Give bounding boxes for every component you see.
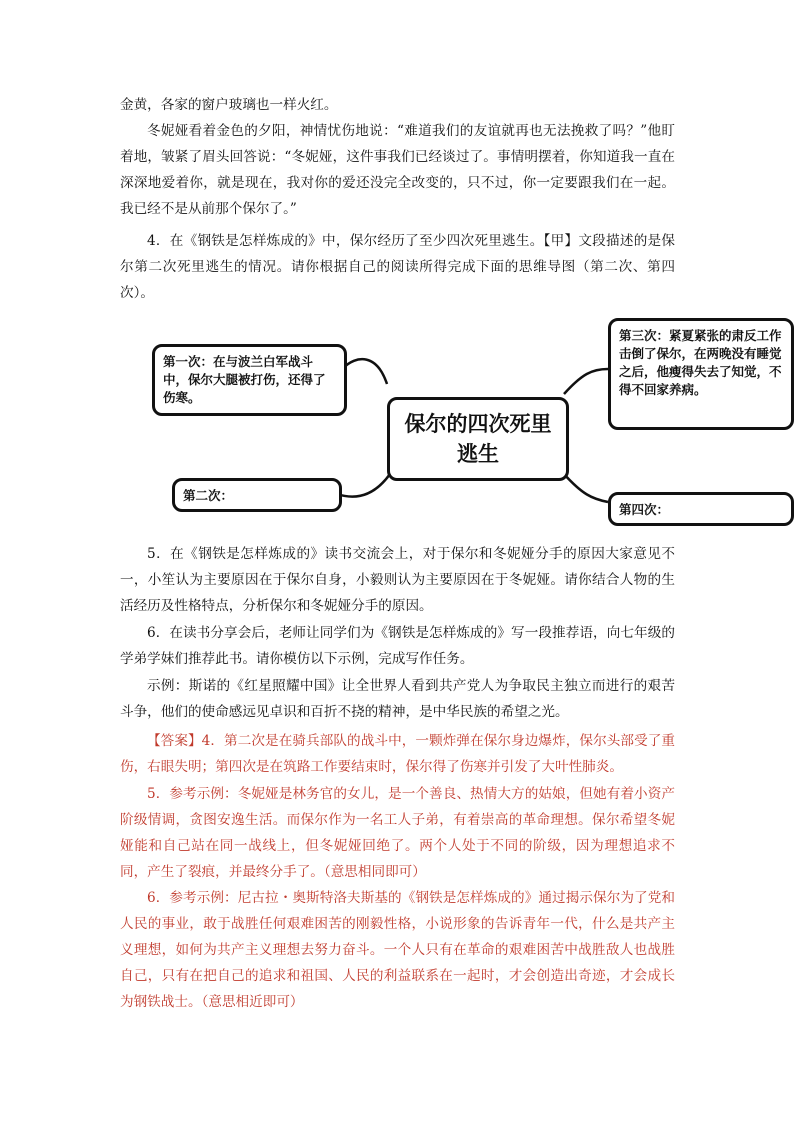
question-6: 6．在读书分享会后，老师让同学们为《钢铁是怎样炼成的》写一段推荐语，向七年级的学弟学妹们推荐此书。请你模仿以下示例，完成写作任务。 [120, 625, 675, 667]
paragraph-continuation: 金黄，各家的窗户玻璃也一样火红。 [120, 97, 338, 113]
paragraph-dialogue: 冬妮娅看着金色的夕阳，神情忧伤地说：“难道我们的友谊就再也无法挽救了吗？”他盯着地，皱紧了眉头回答说：“冬妮娅，这件事我们已经谈过了。事情明摆着，你知道我一直在深深地爱着你，就是现在，我对你的爱还没完全改变的，只不过，你一定要跟我们在一起。我已经不是从前那个保尔了。” [120, 123, 675, 217]
answer-6: 6．参考示例：尼古拉・奥斯特洛夫斯基的《钢铁是怎样炼成的》通过揭示保尔为了党和人民的事业，敢于战胜任何艰难困苦的刚毅性格，小说形象的告诉青年一代，什么是共产主义理想，如何为共产主义理想去努力奋斗。一个人只有在革命的艰难困苦中战胜敌人也战胜自己，只有在把自己的追求和祖国、人民的利益联系在一起时，才会创造出奇迹，才会成长为钢铁战士。（意思相近即可） [120, 890, 675, 1010]
node-second: 第二次： [172, 478, 342, 512]
answer-4 [120, 728, 675, 780]
node-third: 第三次：紧夏紧张的肃反工作击倒了保尔，在两晚没有睡觉之后，他瘦得失去了知觉，不得不回家养病。 [608, 318, 794, 430]
node-center: 保尔的四次死里逃生 [387, 397, 569, 481]
node-fourth: 第四次： [608, 492, 794, 526]
question-5: 5．在《钢铁是怎样炼成的》读书交流会上，对于保尔和冬妮娅分手的原因大家意见不一，小笙认为主要原因在于保尔自身，小毅则认为主要原因在于冬妮娅。请你结合人物的生活经历及性格特点，分析保尔和冬妮娅分手的原因。 [120, 546, 675, 614]
answer-label: 【答案】 [147, 733, 202, 749]
question-4: 4．在《钢铁是怎样炼成的》中，保尔经历了至少四次死里逃生。【甲】文段描述的是保尔第二次死里逃生的情况。请你根据自己的阅读所得完成下面的思维导图（第二次、第四次）。 [120, 233, 675, 301]
answer-5: 5．参考示例：冬妮娅是林务官的女儿，是一个善良、热情大方的姑娘，但她有着小资产阶级情调，贪图安逸生活。而保尔作为一名工人子弟，有着崇高的革命理想。保尔希望冬妮娅能和自己站在同一战线上，但冬妮娅回绝了。两个人处于不同的阶级，因为理想追求不同，产生了裂痕，并最终分手了。（意思相同即可） [120, 786, 675, 880]
example-text: 示例：斯诺的《红星照耀中国》让全世界人看到共产党人为争取民主独立而进行的艰苦斗争，他们的使命感远见卓识和百折不挠的精神，是中华民族的希望之光。 [120, 678, 675, 720]
node-first: 第一次：在与波兰白军战斗中，保尔大腿被打伤，还得了伤寒。 [152, 344, 347, 416]
answer-4-text: 4．第二次是在骑兵部队的战斗中，一颗炸弹在保尔身边爆炸，保尔头部受了重伤，右眼失明；第四次是在筑路工作要结束时，保尔得了伤寒并引发了大叶性肺炎。 [120, 733, 675, 775]
mind-map [142, 314, 794, 538]
